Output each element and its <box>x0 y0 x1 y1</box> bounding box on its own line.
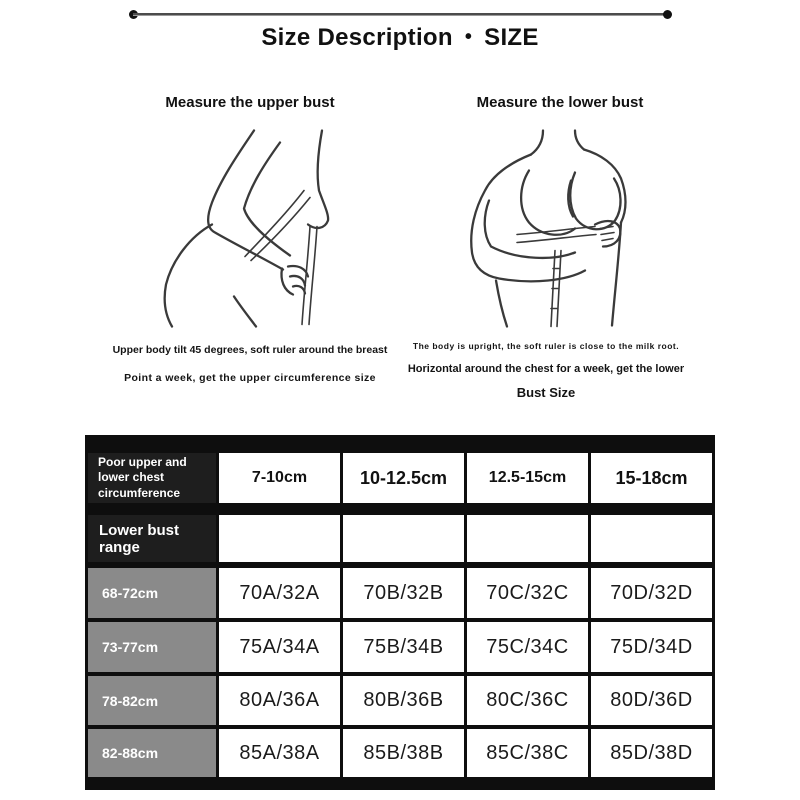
upper-bust-measurement-figure <box>152 127 372 330</box>
size-cell: 85D/38D <box>591 729 712 777</box>
size-cell: 85B/38B <box>343 729 464 777</box>
size-cell: 70A/32A <box>219 568 340 618</box>
upper-bust-instructions <box>60 344 440 384</box>
row-label-68-72: 68-72cm <box>88 568 216 618</box>
size-cell: 85C/38C <box>467 729 588 777</box>
row-label-73-77: 73-77cm <box>88 622 216 672</box>
table-corner-header: Poor upper and lower chest circumference <box>88 453 216 503</box>
lower-bust-measurement-figure <box>463 127 683 330</box>
upper-instruction-line-1: Upper body tilt 45 degrees, soft ruler around the breast <box>112 344 388 356</box>
upper-instruction-line-2: Point a week, get the upper circumference size <box>124 372 376 384</box>
upper-bust-figure-icon <box>152 127 372 330</box>
column-header-4: 15-18cm <box>591 453 712 503</box>
row-section-header: Lower bust range <box>88 515 216 562</box>
size-chart-table <box>85 435 715 790</box>
page-title-main: Size Description <box>261 24 453 51</box>
lower-instruction-line-3: Bust Size <box>516 385 576 400</box>
size-chart-grid <box>88 453 712 777</box>
empty-cell <box>343 515 464 562</box>
title-separator-dot: • <box>464 26 473 48</box>
size-cell: 80A/36A <box>219 676 340 725</box>
empty-cell <box>219 515 340 562</box>
size-cell: 75D/34D <box>591 622 712 672</box>
size-cell: 75B/34B <box>343 622 464 672</box>
row-label-82-88: 82-88cm <box>88 729 216 777</box>
column-header-1: 7-10cm <box>219 453 340 503</box>
size-cell: 70D/32D <box>591 568 712 618</box>
column-header-3: 12.5-15cm <box>467 453 588 503</box>
empty-cell <box>591 515 712 562</box>
page-title <box>0 24 800 52</box>
title-divider <box>133 13 668 16</box>
row-label-78-82: 78-82cm <box>88 676 216 725</box>
lower-bust-instructions <box>396 341 696 400</box>
divider-dot-right <box>663 10 672 19</box>
size-cell: 80C/36C <box>467 676 588 725</box>
table-row-gap <box>88 503 712 515</box>
size-cell: 75C/34C <box>467 622 588 672</box>
page-title-sub: SIZE <box>484 24 539 51</box>
size-cell: 85A/38A <box>219 729 340 777</box>
size-cell: 70B/32B <box>343 568 464 618</box>
lower-instruction-line-1: The body is upright, the soft ruler is close to the milk root. <box>412 341 680 351</box>
size-cell: 80D/36D <box>591 676 712 725</box>
column-header-2: 10-12.5cm <box>343 453 464 503</box>
lower-bust-heading: Measure the lower bust <box>476 94 644 111</box>
size-cell: 75A/34A <box>219 622 340 672</box>
empty-cell <box>467 515 588 562</box>
upper-bust-heading: Measure the upper bust <box>165 94 335 111</box>
lower-bust-figure-icon <box>463 127 683 330</box>
lower-instruction-line-2: Horizontal around the chest for a week, get the lower <box>407 363 685 375</box>
size-cell: 70C/32C <box>467 568 588 618</box>
size-cell: 80B/36B <box>343 676 464 725</box>
